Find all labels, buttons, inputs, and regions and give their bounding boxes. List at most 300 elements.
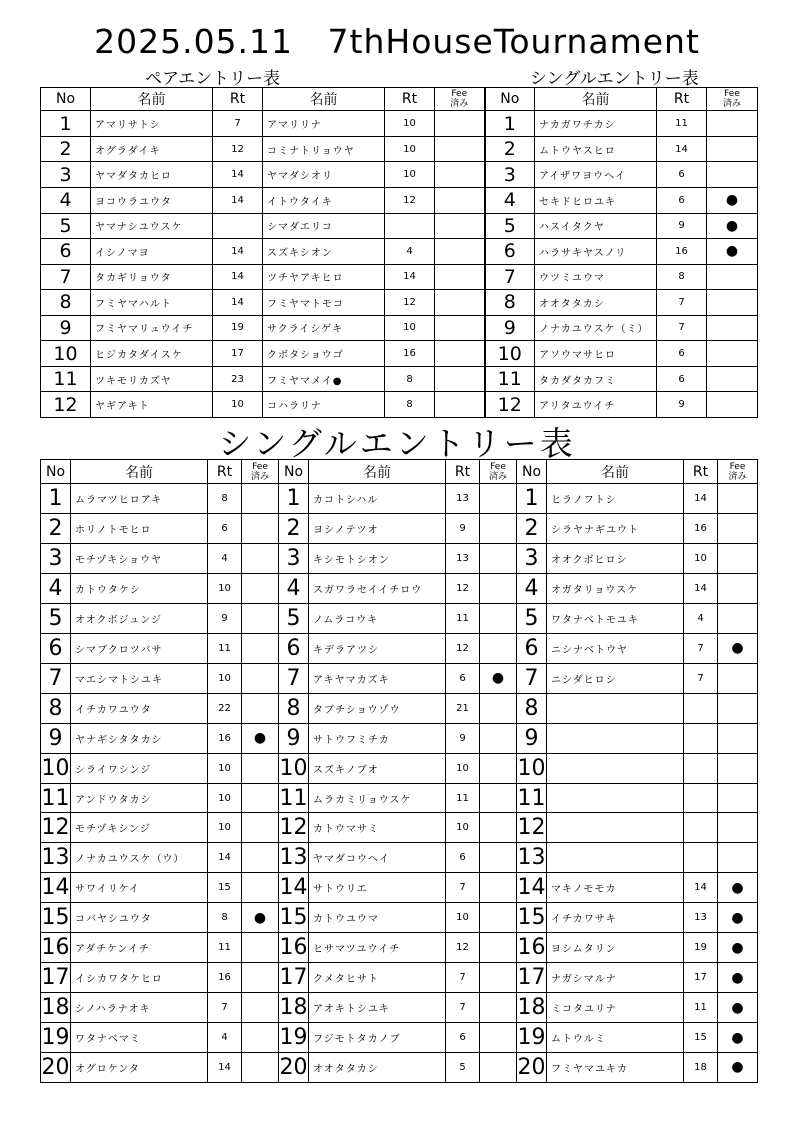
entry-rt: 15 [208,873,242,903]
single-rt: 7 [657,315,707,341]
col-name-header: 名前 [309,460,446,484]
table-row [41,111,758,137]
pair-rt-2: 10 [385,111,435,137]
pair-no: 11 [41,366,91,392]
entry-fee-mark: ● [718,903,758,933]
pair-rt-2: 4 [385,239,435,265]
entry-no: 6 [41,633,71,663]
entry-rt: 10 [208,813,242,843]
pair-rt-1 [213,213,263,239]
pair-fee-mark [435,392,485,418]
table-row [41,392,758,418]
entry-no: 19 [517,1023,547,1053]
entry-name: アオキトシユキ [309,993,446,1023]
entry-no: 13 [41,843,71,873]
entry-fee-mark: ● [718,873,758,903]
entry-no: 15 [279,903,309,933]
entry-no: 2 [517,514,547,544]
entry-name: スガワラセイイチロウ [309,573,446,603]
pair-no: 3 [41,162,91,188]
table-row [41,633,758,663]
entry-rt: 4 [208,544,242,574]
entry-name: イシカワタケヒロ [71,963,208,993]
entry-fee-mark [480,993,517,1023]
pair-rt-1: 19 [213,315,263,341]
entry-fee-mark [480,783,517,813]
pair-fee-mark [435,213,485,239]
entry-name: クメタヒサト [309,963,446,993]
pair-name-2: ツチヤアキヒロ [263,264,385,290]
entry-rt: 16 [208,963,242,993]
entry-fee-mark [718,693,758,723]
entry-rt: 11 [446,783,480,813]
entry-fee-mark: ● [718,963,758,993]
single-no: 11 [485,366,535,392]
entry-no: 13 [279,843,309,873]
entry-no: 3 [517,544,547,574]
entry-rt: 5 [446,1052,480,1082]
pair-name-1: ヤマダタカヒロ [91,162,213,188]
entry-rt: 13 [684,903,718,933]
entry-no: 20 [279,1052,309,1082]
entry-fee-mark [480,633,517,663]
entry-rt: 19 [684,933,718,963]
single-name: アソウマサヒロ [535,341,657,367]
pair-rt-2: 14 [385,264,435,290]
pair-rt-1: 12 [213,136,263,162]
single-rt: 6 [657,341,707,367]
entry-rt [684,813,718,843]
entry-no: 9 [41,723,71,753]
entry-fee-mark [718,484,758,514]
col-rt-header: Rt [208,460,242,484]
entry-fee-mark [718,663,758,693]
entry-name: シマブクロツバサ [71,633,208,663]
entry-fee-mark [242,484,279,514]
pair-name-1: ヒジカタダイスケ [91,341,213,367]
entry-no: 4 [517,573,547,603]
entry-fee-mark: ● [242,903,279,933]
entry-no: 3 [279,544,309,574]
entry-no: 9 [279,723,309,753]
entry-fee-mark [242,753,279,783]
entry-name: マエシマトシユキ [71,663,208,693]
pair-rt-2: 10 [385,136,435,162]
entry-name: オオクボジュンジ [71,603,208,633]
single-entry-label: シングルエントリー表 [530,69,699,89]
single-rt: 9 [657,213,707,239]
pair-name-1: イシノマヨ [91,239,213,265]
entry-rt: 12 [446,933,480,963]
single-no: 6 [485,239,535,265]
entry-fee-mark [480,1023,517,1053]
entry-fee-mark: ● [718,933,758,963]
entry-no: 6 [279,633,309,663]
entry-name: フミヤマユキカ [547,1052,684,1082]
entry-rt: 11 [684,993,718,1023]
entry-name: ワタナベトモユキ [547,603,684,633]
single-name: アイザワヨウヘイ [535,162,657,188]
entry-name [547,693,684,723]
entry-name: ムラマツヒロアキ [71,484,208,514]
table-row [41,315,758,341]
entry-fee-mark [242,873,279,903]
entry-name: イチカワサキ [547,903,684,933]
single-no: 8 [485,290,535,316]
entry-no: 20 [517,1052,547,1082]
entry-name: キシモトシオン [309,544,446,574]
pair-name-1: アマリサトシ [91,111,213,137]
entry-no: 18 [41,993,71,1023]
entry-fee-mark: ● [718,633,758,663]
single-no: 9 [485,315,535,341]
entry-rt: 7 [446,963,480,993]
entry-name: カトウタケシ [71,573,208,603]
entry-rt: 14 [684,484,718,514]
entry-no: 10 [279,753,309,783]
entry-rt: 7 [208,993,242,1023]
pair-no: 8 [41,290,91,316]
entry-fee-mark [480,603,517,633]
entry-name: マキノモモカ [547,873,684,903]
single-name: ハラサキヤスノリ [535,239,657,265]
entry-rt: 12 [446,573,480,603]
table-row [41,813,758,843]
entry-fee-mark: ● [480,663,517,693]
entry-rt: 6 [208,514,242,544]
entry-rt: 11 [208,933,242,963]
pair-entry-label: ペアエントリー表 [145,69,281,89]
entry-rt: 11 [446,603,480,633]
table-row [41,723,758,753]
pair-name-2: シマダエリコ [263,213,385,239]
entry-fee-mark [718,573,758,603]
single-fee-mark: ● [707,239,758,265]
table-row [41,963,758,993]
col-rt-header: Rt [446,460,480,484]
pair-rt-1: 23 [213,366,263,392]
entry-rt [684,753,718,783]
entry-rt: 6 [446,663,480,693]
table-row [41,693,758,723]
entry-name: ホリノトモヒロ [71,514,208,544]
single-no: 3 [485,162,535,188]
entry-fee-mark [242,1023,279,1053]
pair-no: 1 [41,111,91,137]
pair-fee-mark [435,315,485,341]
col-name-header: 名前 [263,88,385,111]
pair-rt-1: 17 [213,341,263,367]
col-fee-header: Fee 済み [718,460,758,484]
pair-fee-mark [435,341,485,367]
single-rt: 6 [657,366,707,392]
entry-rt: 13 [446,484,480,514]
pair-rt-2: 10 [385,162,435,188]
pair-rt-2: 8 [385,392,435,418]
entry-rt: 11 [208,633,242,663]
pair-no: 2 [41,136,91,162]
entry-rt: 9 [446,723,480,753]
table-row [41,290,758,316]
single-fee-mark: ● [707,187,758,213]
entry-no: 13 [517,843,547,873]
entry-fee-mark [242,1052,279,1082]
entry-name: モチヅキショウヤ [71,544,208,574]
col-fee-header: Fee 済み [242,460,279,484]
pair-rt-1: 14 [213,264,263,290]
entry-rt: 18 [684,1052,718,1082]
col-fee-header: Fee 済み [435,88,485,111]
entry-fee-mark [718,813,758,843]
entry-rt: 10 [446,903,480,933]
entry-no: 16 [279,933,309,963]
pair-rt-1: 14 [213,187,263,213]
single-no: 10 [485,341,535,367]
entry-rt: 14 [684,873,718,903]
entry-name [547,783,684,813]
single-rt: 9 [657,392,707,418]
pair-fee-mark [435,290,485,316]
entry-name [547,843,684,873]
entry-name: ヤナギシタタカシ [71,723,208,753]
entry-no: 12 [279,813,309,843]
entry-fee-mark [718,514,758,544]
pair-name-1: ツキモリカズヤ [91,366,213,392]
entry-fee-mark [480,933,517,963]
pair-name-1: オグラダイキ [91,136,213,162]
entry-rt: 12 [446,633,480,663]
table-row [41,663,758,693]
entry-name: ヒサマツユウイチ [309,933,446,963]
entry-fee-mark [480,873,517,903]
table-row [41,843,758,873]
entry-no: 12 [517,813,547,843]
entry-rt: 13 [446,544,480,574]
single-fee-mark [707,162,758,188]
entry-no: 11 [517,783,547,813]
entry-rt: 7 [684,633,718,663]
entry-fee-mark [242,783,279,813]
entry-no: 18 [517,993,547,1023]
entry-name: ニシナベトウヤ [547,633,684,663]
pair-name-2: クボタショウゴ [263,341,385,367]
col-fee-header: Fee 済み [707,88,758,111]
entry-rt: 4 [684,603,718,633]
pair-rt-1: 14 [213,162,263,188]
entry-name: アンドウタカシ [71,783,208,813]
entry-rt: 7 [446,873,480,903]
pair-rt-2: 8 [385,366,435,392]
entry-no: 8 [41,693,71,723]
entry-name: モチヅキシンジ [71,813,208,843]
table-row [41,993,758,1023]
col-fee-header: Fee 済み [480,460,517,484]
entry-no: 19 [41,1023,71,1053]
entry-fee-mark [480,573,517,603]
single-fee-mark [707,392,758,418]
single-fee-mark [707,290,758,316]
entry-rt: 10 [446,813,480,843]
entry-rt: 6 [446,1023,480,1053]
entry-fee-mark [242,514,279,544]
entry-name: ワタナベマミ [71,1023,208,1053]
entry-name: フジモトタカノブ [309,1023,446,1053]
table-row [41,484,758,514]
entry-rt: 22 [208,693,242,723]
entry-no: 5 [517,603,547,633]
entry-name: ミコタユリナ [547,993,684,1023]
entry-rt: 15 [684,1023,718,1053]
entry-no: 16 [41,933,71,963]
single-name: ナカガワチカシ [535,111,657,137]
col-no-header: No [517,460,547,484]
entry-no: 9 [517,723,547,753]
entry-name: サワイリケイ [71,873,208,903]
entry-no: 17 [517,963,547,993]
table-row [41,136,758,162]
entry-fee-mark [480,843,517,873]
entry-fee-mark [718,723,758,753]
pair-fee-mark [435,136,485,162]
entry-no: 15 [41,903,71,933]
pair-no: 6 [41,239,91,265]
pair-rt-2: 16 [385,341,435,367]
col-name-header: 名前 [547,460,684,484]
entry-name: サトウフミチカ [309,723,446,753]
col-no-header: No [41,460,71,484]
entry-no: 14 [517,873,547,903]
pair-name-2: イトウタイキ [263,187,385,213]
entry-no: 1 [41,484,71,514]
single-name: オオタタカシ [535,290,657,316]
entry-rt: 10 [446,753,480,783]
entry-fee-mark [480,514,517,544]
entry-name: サトウリエ [309,873,446,903]
pair-no: 7 [41,264,91,290]
entry-fee-mark [480,963,517,993]
entry-no: 5 [279,603,309,633]
entry-rt: 10 [208,783,242,813]
single-fee-mark [707,264,758,290]
entry-name [547,813,684,843]
single-no: 4 [485,187,535,213]
entry-fee-mark [480,484,517,514]
entry-name: ヨシノテツオ [309,514,446,544]
pair-name-2: コハラリナ [263,392,385,418]
pair-name-2: スズキシオン [263,239,385,265]
single-name: アリタユウイチ [535,392,657,418]
entry-name: ナガシマルナ [547,963,684,993]
entry-no: 15 [517,903,547,933]
col-name-header: 名前 [535,88,657,111]
entry-fee-mark [242,813,279,843]
entry-rt [684,723,718,753]
col-name-header: 名前 [71,460,208,484]
entry-name: アダチケンイチ [71,933,208,963]
col-rt-header: Rt [657,88,707,111]
entry-name: スズキノブオ [309,753,446,783]
entry-name: ムラカミリョウスケ [309,783,446,813]
event-date: 2025.05.11 [94,22,294,61]
single-rt: 14 [657,136,707,162]
entry-no: 11 [41,783,71,813]
table-row [41,366,758,392]
entry-rt: 8 [208,484,242,514]
single-rt: 16 [657,239,707,265]
table-row [41,213,758,239]
entry-fee-mark [718,843,758,873]
entry-no: 17 [279,963,309,993]
entry-fee-mark [718,544,758,574]
pair-name-1: フミヤマリュウイチ [91,315,213,341]
single-no: 1 [485,111,535,137]
entry-fee-mark [242,544,279,574]
table-row [41,873,758,903]
col-rt-header: Rt [213,88,263,111]
pair-rt-2 [385,213,435,239]
pair-rt-2: 12 [385,187,435,213]
entry-name: シライワシンジ [71,753,208,783]
single-no: 12 [485,392,535,418]
entry-rt: 14 [208,1052,242,1082]
entry-no: 14 [279,873,309,903]
single-name: セキドヒロユキ [535,187,657,213]
pair-fee-mark [435,187,485,213]
entry-name: シラヤナギユウト [547,514,684,544]
entry-rt: 16 [684,514,718,544]
entry-no: 7 [517,663,547,693]
entry-fee-mark [242,663,279,693]
pair-rt-2: 10 [385,315,435,341]
table-header-row [41,88,758,111]
entry-fee-mark [718,603,758,633]
pair-name-1: ヨコウラユウタ [91,187,213,213]
entry-rt: 14 [208,843,242,873]
pair-name-1: フミヤマハルト [91,290,213,316]
col-name-header: 名前 [91,88,213,111]
table-row [41,603,758,633]
single-rt: 6 [657,187,707,213]
single-name: ノナカユウスケ（ミ） [535,315,657,341]
pair-rt-2: 12 [385,290,435,316]
single-name: ムトウヤスヒロ [535,136,657,162]
entry-name: アキヤマカズキ [309,663,446,693]
pair-name-2: コミナトリョウヤ [263,136,385,162]
entry-name: コバヤシユウタ [71,903,208,933]
single-fee-mark [707,111,758,137]
entry-fee-mark [242,963,279,993]
entry-fee-mark [242,693,279,723]
entry-no: 8 [517,693,547,723]
table-row [41,264,758,290]
table-row [41,544,758,574]
entry-name: ヨシムタリン [547,933,684,963]
pair-fee-mark [435,239,485,265]
entry-no: 7 [41,663,71,693]
single-name: タカダタカフミ [535,366,657,392]
entry-no: 5 [41,603,71,633]
entry-fee-mark: ● [718,993,758,1023]
entry-rt: 10 [208,753,242,783]
pair-name-2: ヤマダシオリ [263,162,385,188]
entry-name: オオクボヒロシ [547,544,684,574]
entry-fee-mark [718,753,758,783]
entry-name: キデラアツシ [309,633,446,663]
tournament-name: 7thHouseTournament [327,22,700,61]
pair-no: 12 [41,392,91,418]
entry-rt: 7 [684,663,718,693]
single-rt: 7 [657,290,707,316]
